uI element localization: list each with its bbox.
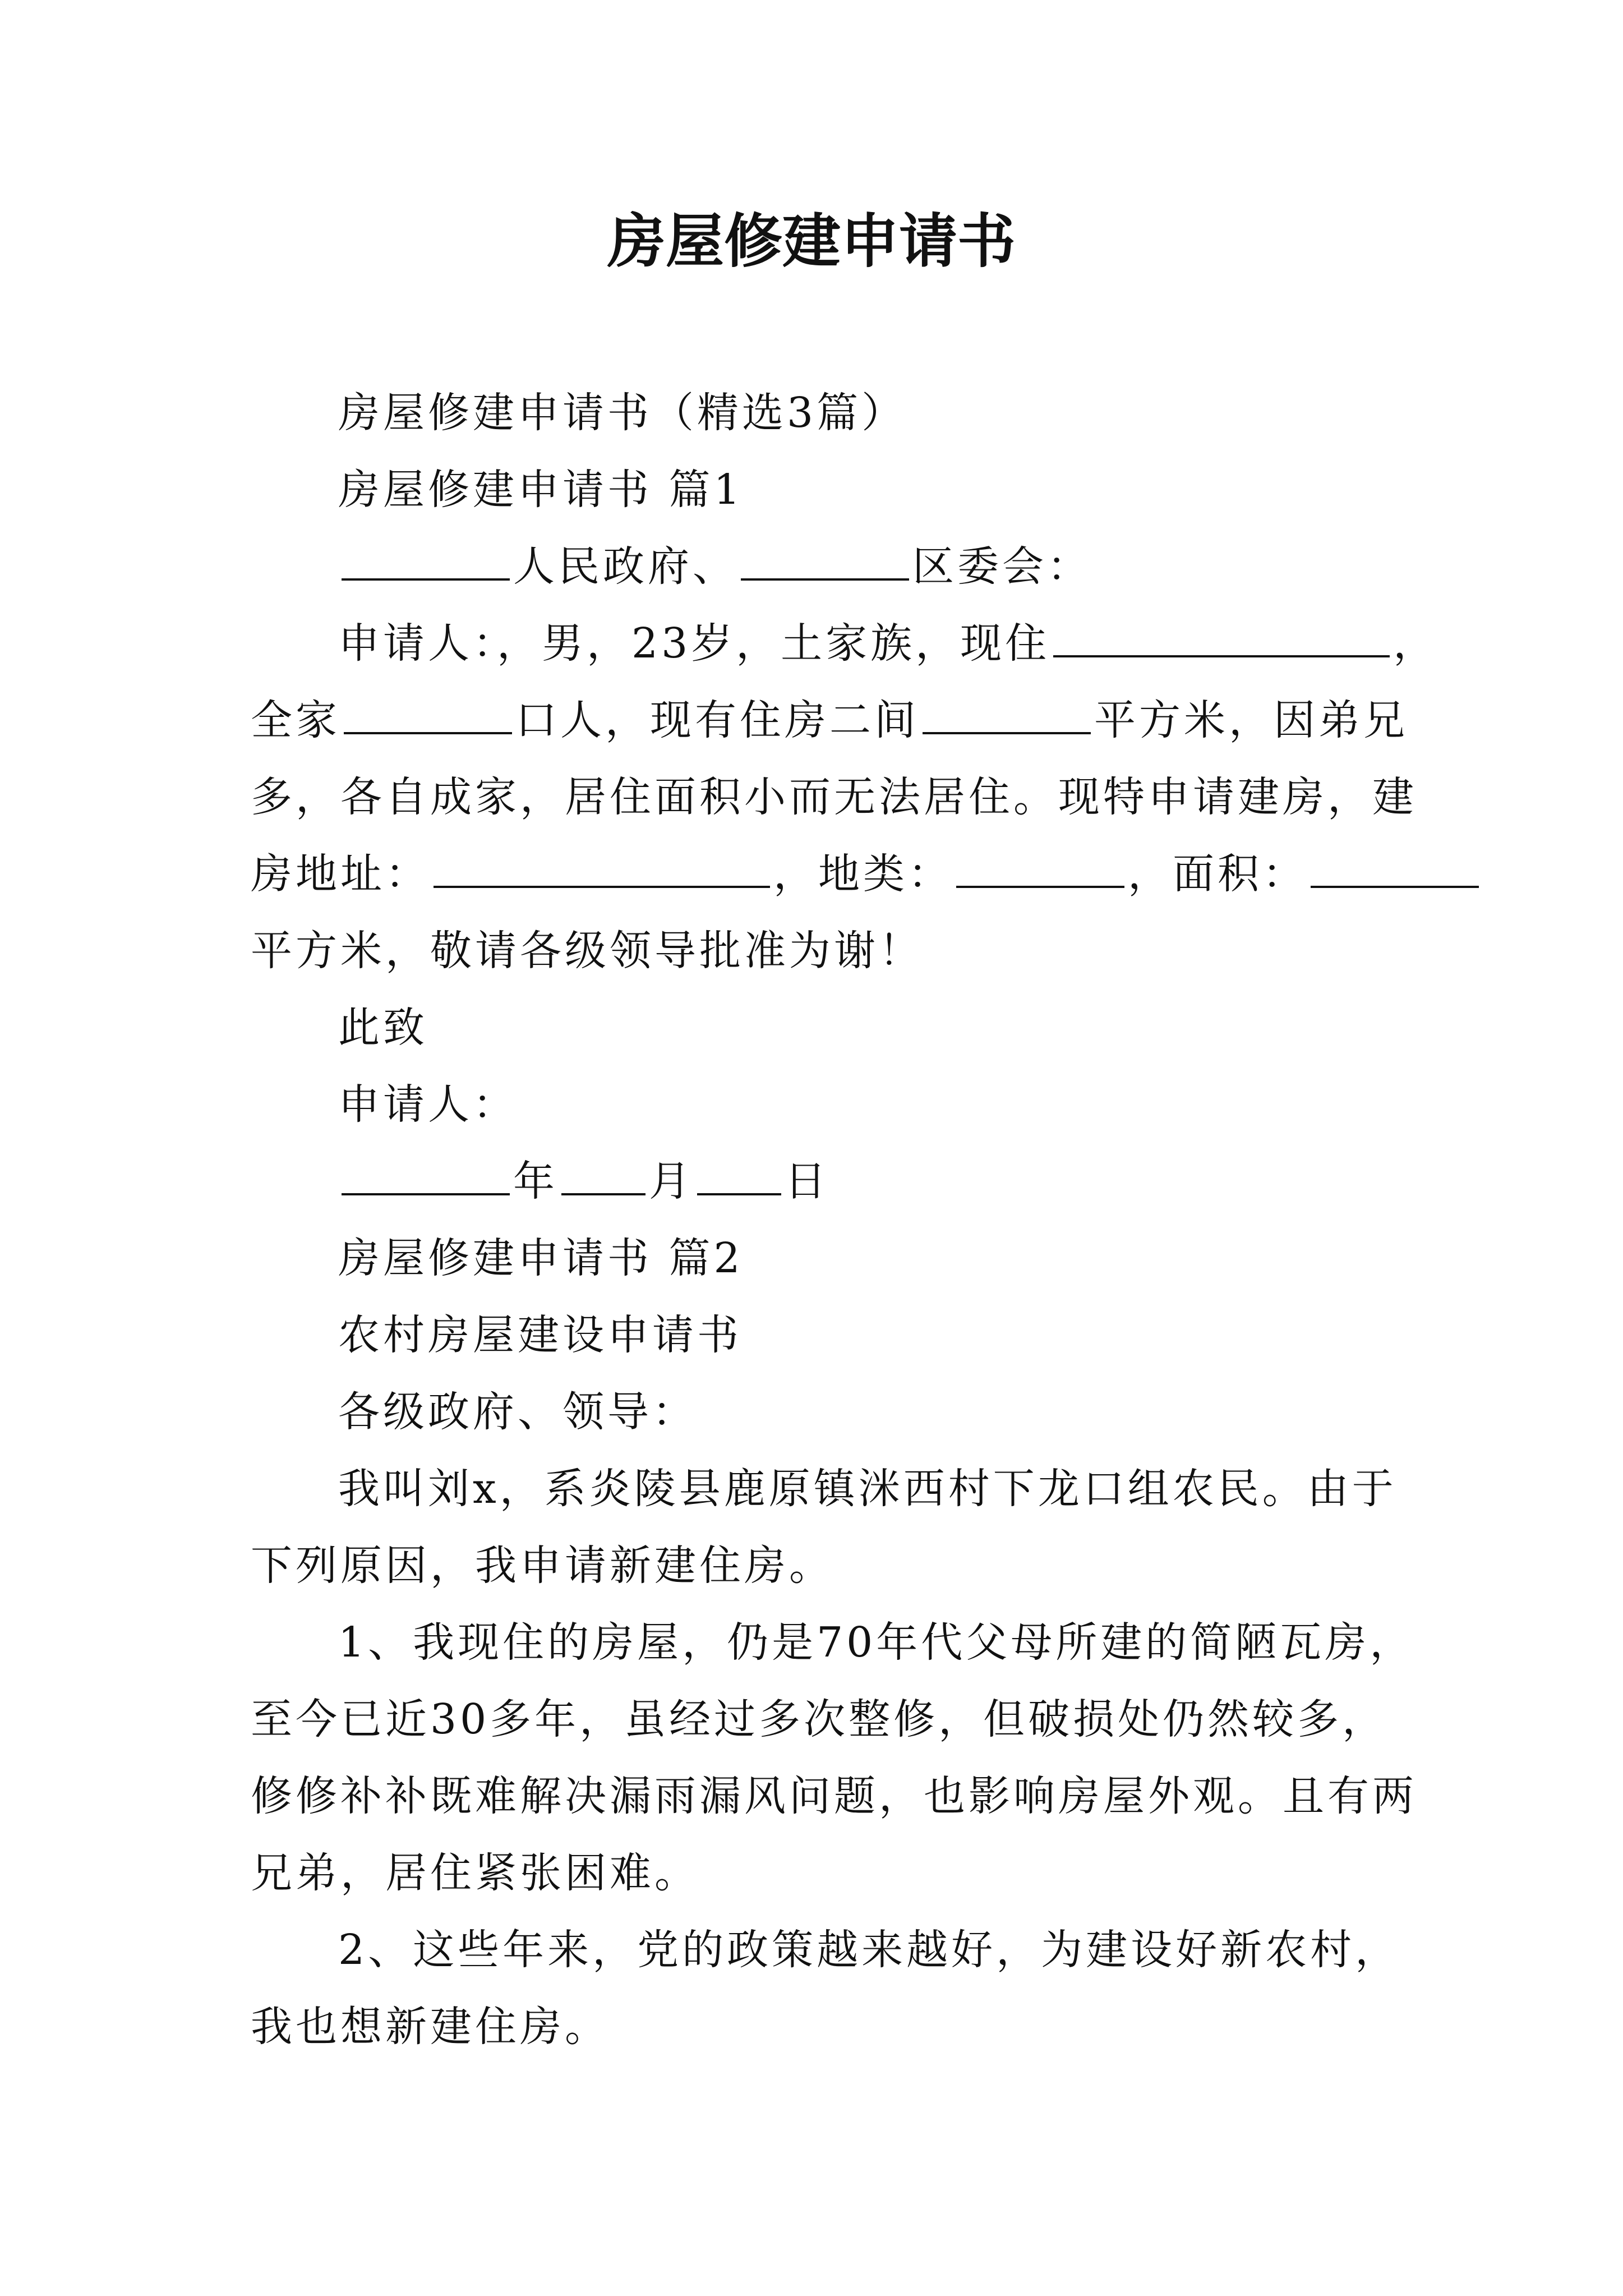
body-text: 平方米，因弟兄 — [1094, 696, 1408, 744]
paragraph-line — [251, 913, 1384, 990]
body-text: 口人，现有住房二间 — [515, 696, 919, 744]
fill-blank — [956, 848, 1124, 888]
paragraph-line — [251, 1758, 1417, 1835]
body-text: 2、这些年来，党的政策越来越好，为建设好新农村， — [338, 1926, 1400, 1974]
document-title: 房屋修建申请书 — [607, 207, 1016, 275]
date-label: 月 — [649, 1157, 694, 1205]
paragraph-line — [251, 1451, 1397, 1527]
paragraph-line — [251, 1527, 1384, 1604]
document-body — [251, 375, 1438, 2065]
body-text: 我叫刘x，系炎陵县鹿原镇洣西村下龙口组农民。由于 — [338, 1465, 1397, 1513]
body-text: 至今已近30多年，虽经过多次整修，但破损处仍然较多， — [251, 1695, 1387, 1743]
body-text: 多，各自成家，居住面积小而无法居住。现特申请建房，建 — [251, 773, 1417, 821]
fill-blank — [434, 848, 770, 888]
fill-blank — [344, 694, 512, 734]
fill-blank — [1053, 617, 1390, 657]
subheading: 农村房屋建设申请书 — [338, 1311, 742, 1359]
section-heading-1: 房屋修建申请书 篇1 — [338, 466, 744, 514]
paragraph-line — [251, 452, 1384, 528]
body-text: 申请人：，男，23岁，土家族，现住 — [338, 619, 1050, 668]
body-text: 下列原因，我申请新建住房。 — [251, 1542, 834, 1590]
body-text: 修修补补既难解决漏雨漏风问题，也影响房屋外观。且有两 — [251, 1772, 1417, 1820]
paragraph-line — [251, 1681, 1387, 1758]
fill-blank — [342, 1155, 510, 1195]
body-text: ， — [1393, 619, 1438, 668]
recipient-text: 区委会： — [912, 542, 1092, 591]
fill-blank — [342, 540, 510, 581]
body-text: 1、我现住的房屋，仍是70年代父母所建的简陋瓦房， — [338, 1618, 1415, 1667]
collection-heading: 房屋修建申请书（精选3篇） — [338, 389, 907, 437]
paragraph-line — [251, 1912, 1400, 1989]
fill-blank — [741, 540, 909, 581]
paragraph-line — [251, 1989, 1384, 2065]
body-text: 我也想新建住房。 — [251, 2003, 610, 2051]
fill-blank — [923, 694, 1091, 734]
paragraph-line — [251, 1604, 1415, 1681]
fill-blank — [1311, 848, 1479, 888]
fill-blank — [697, 1155, 781, 1195]
date-label: 日 — [785, 1157, 829, 1205]
paragraph-line — [251, 1835, 1384, 1912]
paragraph-line — [251, 1374, 1384, 1451]
paragraph-line — [251, 836, 1384, 913]
section-heading-2: 房屋修建申请书 篇2 — [338, 1234, 744, 1282]
paragraph-line — [251, 1220, 1384, 1297]
body-text: ，地类： — [773, 850, 953, 898]
paragraph-line — [251, 1297, 1384, 1374]
paragraph-line — [251, 605, 1438, 682]
signature-label: 申请人： — [338, 1080, 518, 1129]
fill-blank — [561, 1155, 645, 1195]
paragraph-line — [251, 528, 1384, 605]
body-text: 平方米，敬请各级领导批准为谢！ — [251, 927, 924, 975]
paragraph-line — [251, 682, 1408, 759]
paragraph-line — [251, 759, 1417, 836]
paragraph-line — [251, 990, 1384, 1066]
date-label: 年 — [513, 1157, 558, 1205]
body-text: 全家 — [251, 696, 340, 744]
recipient-text: 各级政府、领导： — [338, 1388, 697, 1436]
closing-text: 此致 — [338, 1004, 428, 1052]
body-text: 兄弟，居住紧张困难。 — [251, 1849, 699, 1897]
body-text: 房地址： — [251, 850, 430, 898]
paragraph-line — [251, 375, 1384, 452]
paragraph-line — [251, 1066, 1384, 1143]
recipient-text: 人民政府、 — [513, 542, 737, 591]
paragraph-line — [251, 1143, 1384, 1220]
body-text: ，面积： — [1128, 850, 1307, 898]
